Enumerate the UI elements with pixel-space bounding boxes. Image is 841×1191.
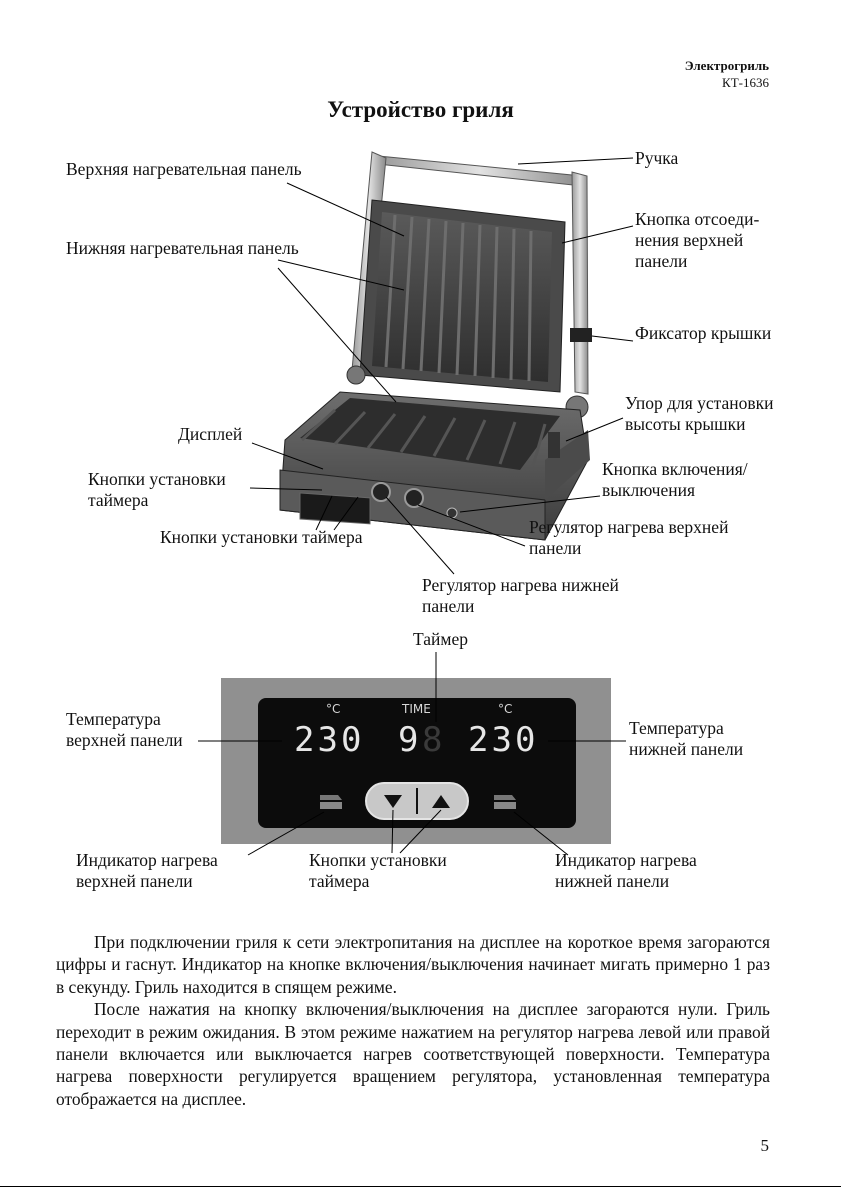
paragraph-1: При подключении гриля к сети электропитания на дисплее на короткое время загораются цифры и гаснут. Индикатор на кнопке включения/выключения начинает мигать примерно 1 раз в секунду. Гриль находится в спящем режиме.	[56, 932, 770, 997]
label-lower-indicator: Индикатор нагрева нижней панели	[555, 850, 697, 891]
bottom-rule	[0, 1186, 841, 1187]
label-lower-regulator: Регулятор нагрева нижней панели	[422, 575, 619, 616]
unit-left: °C	[326, 702, 341, 716]
time-digit-dim: 8	[422, 720, 446, 760]
label-timer-buttons-panel: Кнопки установки таймера	[309, 850, 447, 891]
label-lid-lock: Фиксатор крышки	[635, 323, 772, 343]
temp-left-digits: 230	[294, 720, 365, 760]
header-product: Электрогриль	[684, 58, 769, 73]
base-display	[300, 493, 370, 524]
label-lower-panel: Нижняя нагревательная панель	[66, 238, 299, 258]
label-upper-temp: Температура верхней панели	[66, 709, 183, 750]
label-upper-indicator: Индикатор нагрева верхней панели	[76, 850, 218, 891]
label-timer-buttons-2: Кнопки установки таймера	[160, 527, 363, 547]
unit-right: °C	[498, 702, 513, 716]
body-text	[56, 931, 770, 1110]
time-digits: 9	[398, 720, 422, 760]
label-height-stop: Упор для установки высоты крышки	[625, 393, 774, 434]
header-model: КТ-1636	[722, 75, 769, 90]
label-lower-temp: Температура нижней панели	[629, 718, 744, 759]
label-detach-button: Кнопка отсоеди- нения верхней панели	[635, 209, 760, 271]
label-timer: Таймер	[413, 629, 468, 649]
lid-lock	[570, 328, 592, 342]
upper-heat-indicator	[320, 795, 342, 809]
page-title: Устройство гриля	[327, 97, 514, 122]
label-timer-buttons-1: Кнопки установки таймера	[88, 469, 226, 510]
unit-time: TIME	[402, 702, 431, 716]
temp-right-digits: 230	[468, 720, 539, 760]
label-upper-regulator: Регулятор нагрева верхней панели	[529, 517, 729, 558]
label-handle: Ручка	[635, 148, 679, 168]
label-upper-panel: Верхняя нагревательная панель	[66, 159, 302, 179]
lower-heat-indicator	[494, 795, 516, 809]
paragraph-2: После нажатия на кнопку включения/выключения на дисплее загораются нули. Гриль переходит в режим ожидания. В этом режиме нажатием на регулятор нагрева левой или правой панели включается или выключается нагрев соответствующей поверхности. Температура нагрева поверхности регулируется вращением регулятора, установленная температура отображается на дисплее.	[56, 999, 770, 1109]
label-power-button: Кнопка включения/ выключения	[602, 459, 748, 500]
label-display: Дисплей	[178, 424, 243, 444]
upper-plate	[360, 200, 565, 392]
page-number: 5	[760, 1136, 769, 1155]
lower-regulator-knob[interactable]	[405, 489, 423, 507]
